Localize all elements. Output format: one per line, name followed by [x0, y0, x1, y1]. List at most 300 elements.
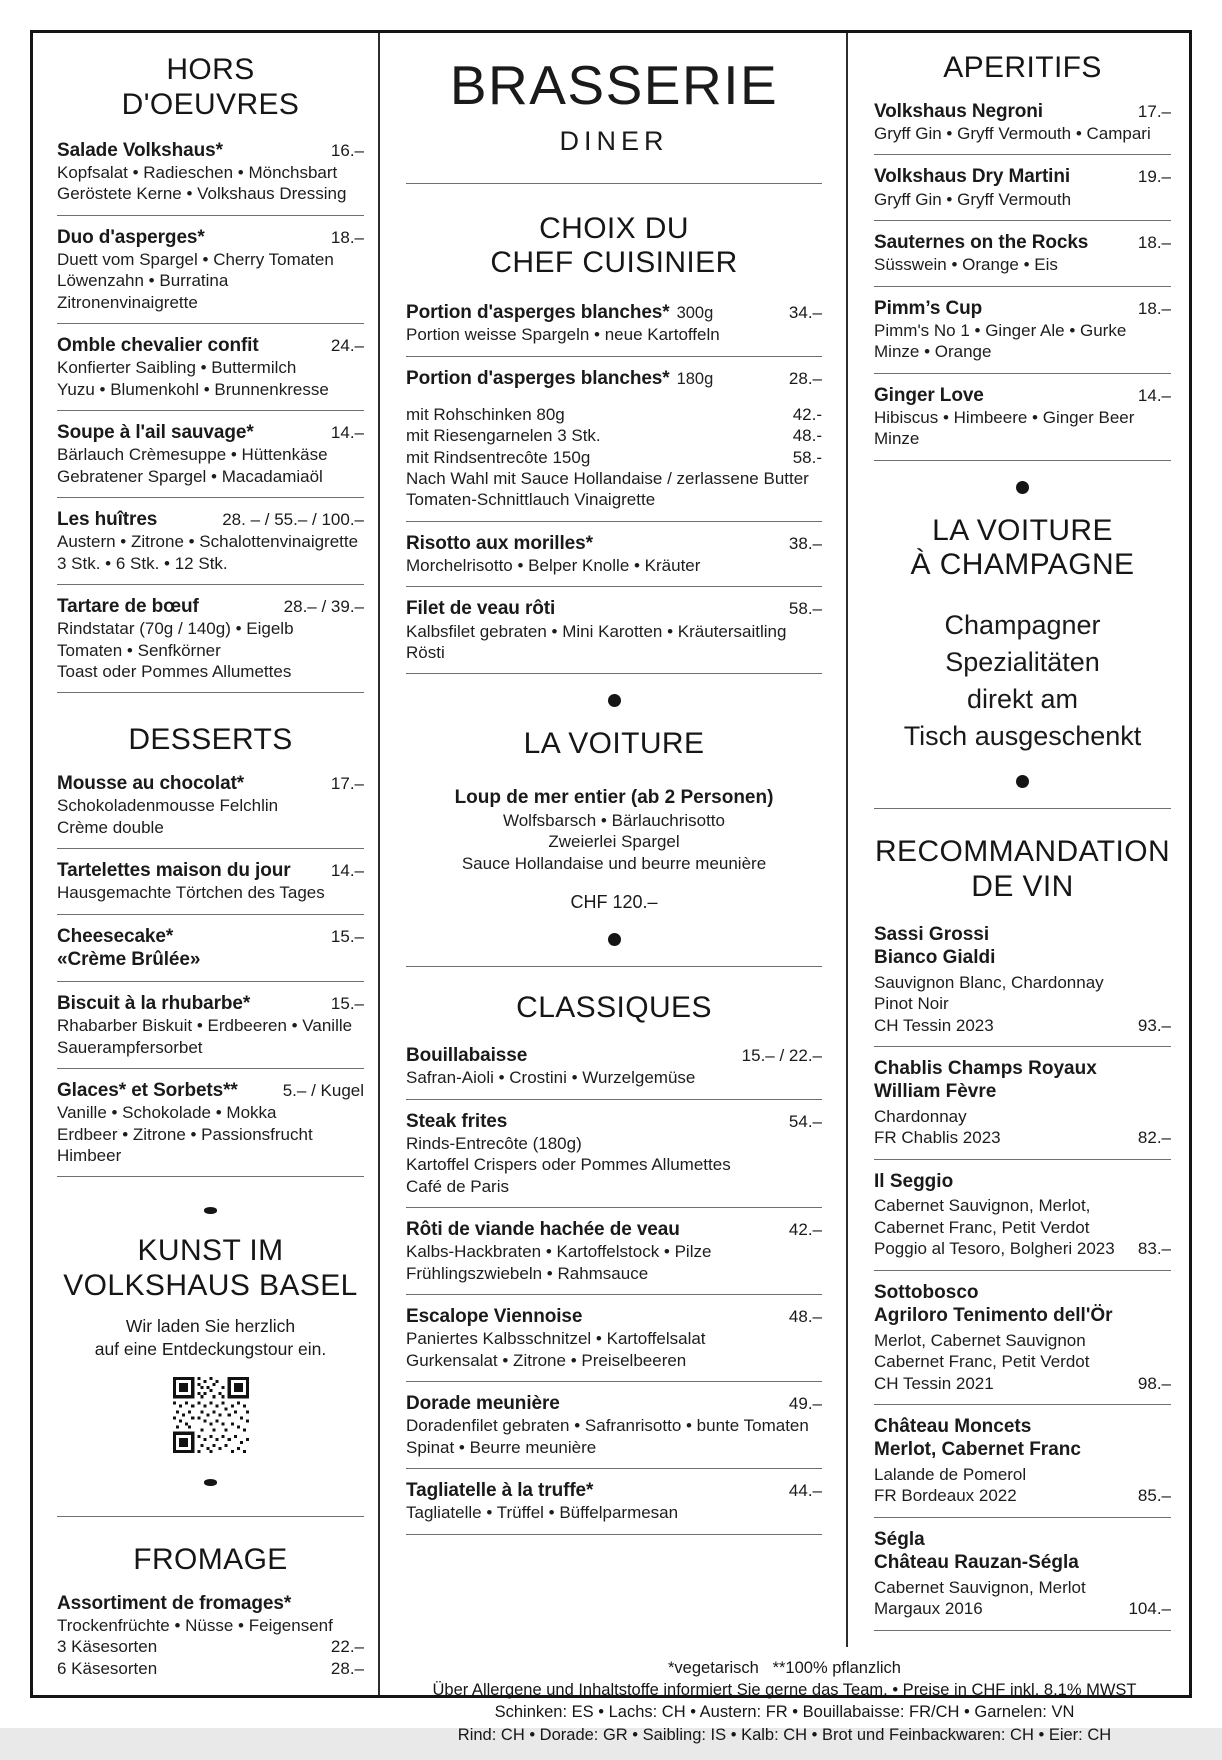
divider-rule: [874, 1404, 1171, 1405]
voiture-desc: Zweierlei Spargel: [548, 832, 680, 852]
menu-item-asperges-300g: [406, 301, 822, 346]
center-column: [380, 33, 848, 1647]
menu-item-les-huitres: [57, 508, 364, 574]
item-desc: Geröstete Kerne • Volkshaus Dressing: [57, 184, 347, 204]
divider-rule: [874, 460, 1171, 461]
item-price: 54.–: [788, 1111, 822, 1131]
menu-item-soupe-ail-sauvage: [57, 421, 364, 487]
item-price: 5.– / Kugel: [282, 1081, 364, 1100]
item-desc: Süsswein • Orange • Eis: [874, 255, 1058, 275]
item-header: [874, 165, 1171, 188]
divider-rule: [874, 1270, 1171, 1271]
menu-item-duo-dasperges: [57, 226, 364, 313]
item-desc: Gryff Gin • Gryff Vermouth: [874, 189, 1072, 209]
item-desc: Kalbsfilet gebraten • Mini Karotten • Kräutersaitling: [406, 621, 787, 641]
item-desc: Duett vom Spargel • Cherry Tomaten: [57, 249, 334, 269]
divider-rule: [57, 848, 364, 849]
la-voiture-block: [406, 786, 822, 913]
item-header: [57, 595, 364, 618]
item-name: Escalope Viennoise: [406, 1305, 583, 1327]
wine-name: Ségla: [874, 1528, 925, 1550]
item-name: Les huîtres: [57, 508, 158, 530]
fromage-option-row: [57, 1636, 364, 1657]
item-price: 15.– / 22.–: [741, 1046, 822, 1065]
item-desc: Löwenzahn • Burratina: [57, 271, 229, 291]
wine-price: 98.–: [1137, 1373, 1171, 1393]
menu-item-steak-frites: [406, 1110, 822, 1197]
wine-grapes: Chardonnay: [874, 1107, 967, 1127]
divider-rule: [406, 183, 822, 184]
section-title-voiture-champagne: [874, 514, 1171, 584]
wine-origin-row: [874, 1598, 1171, 1619]
addon-label: mit Riesengarnelen 3 Stk.: [406, 426, 601, 446]
footer-line: Rind: CH • Dorade: GR • Saibling: IS • Kalb: CH • Brot und Feinbackwaren: CH • Eier: CH: [457, 1725, 1112, 1744]
item-header: [57, 508, 364, 531]
item-desc: Toast oder Pommes Allumettes: [57, 661, 292, 681]
item-header: [874, 100, 1171, 123]
wine-grapes: Cabernet Sauvignon, Merlot: [874, 1577, 1086, 1597]
wine-grapes: Merlot, Cabernet Sauvignon: [874, 1330, 1086, 1350]
item-price: 44.–: [788, 1480, 822, 1500]
item-desc: Vanille • Schokolade • Mokka: [57, 1103, 277, 1123]
item-header: [406, 1218, 822, 1241]
wine-price: 83.–: [1137, 1239, 1171, 1259]
item-desc: Gurkensalat • Zitrone • Preiselbeeren: [406, 1350, 687, 1370]
item-desc: Zitronenvinaigrette: [57, 292, 198, 312]
item-name: Glaces* et Sorbets**: [57, 1080, 238, 1101]
item-price: 28.– / 39.–: [283, 596, 364, 616]
item-desc: Hibiscus • Himbeere • Ginger Beer: [874, 407, 1135, 427]
wine-origin-row: [874, 1238, 1171, 1259]
item-name: Ginger Love: [874, 384, 984, 406]
item-header: [406, 301, 822, 324]
section-title-desserts: DESSERTS: [128, 723, 293, 757]
item-desc: Kalbs-Hackbraten • Kartoffelstock • Pilze: [406, 1242, 712, 1262]
item-header: [406, 597, 822, 620]
item-price: 24.–: [330, 335, 364, 355]
dot-separator: [608, 694, 621, 707]
item-price: 48.–: [788, 1306, 822, 1326]
wine-name: William Fèvre: [874, 1081, 997, 1103]
item-desc: Doradenfilet gebraten • Safranrisotto • bunte Tomaten: [406, 1416, 809, 1436]
item-desc: Bärlauch Crèmesuppe • Hüttenkäse: [57, 445, 328, 465]
item-name: Portion d'asperges blanches*: [406, 302, 670, 324]
kunst-invite-line: auf eine Entdeckungstour ein.: [94, 1339, 327, 1360]
wine-name: Agriloro Tenimento dell'Ör: [874, 1305, 1113, 1327]
divider-rule: [57, 914, 364, 915]
section-title-line: DE VIN: [971, 869, 1074, 903]
item-name: Tartare de bœuf: [57, 595, 199, 617]
item-name: Filet de veau rôti: [406, 598, 556, 620]
wine-item-segla: [874, 1528, 1171, 1620]
wine-grapes: Cabernet Franc, Petit Verdot: [874, 1352, 1090, 1372]
wine-body: [874, 972, 1171, 1036]
wine-body: [874, 1195, 1171, 1259]
champagne-text-line: direkt am: [966, 684, 1079, 715]
item-price: 18.–: [330, 227, 364, 247]
item-price: 18.–: [1137, 232, 1171, 252]
item-name: Volkshaus Negroni: [874, 100, 1043, 122]
item-price: 18.–: [1137, 298, 1171, 318]
dot-separator: [1016, 481, 1029, 494]
center-right-columns: [380, 33, 1189, 1647]
wine-grapes: Cabernet Franc, Petit Verdot: [874, 1217, 1090, 1237]
divider-rule: [57, 584, 364, 585]
section-title-line: LA VOITURE: [932, 513, 1113, 547]
champagne-text-line: Tisch ausgeschenkt: [903, 721, 1142, 752]
section-title-line: CHEF CUISINIER: [490, 246, 738, 280]
item-price: 16.–: [330, 140, 364, 160]
champagne-text-line: Spezialitäten: [945, 647, 1100, 678]
section-title-kunst: [57, 1234, 364, 1304]
item-header: [57, 334, 364, 357]
champagne-text-line: Champagner: [944, 610, 1101, 641]
divider-rule: [57, 215, 364, 216]
section-title-recommandation-de-vin: [874, 835, 1171, 905]
right-column: [848, 33, 1189, 1647]
menu-item-glaces-sorbets: [57, 1079, 364, 1166]
menu-item-dry-martini: [874, 165, 1171, 210]
voiture-desc: Wolfsbarsch • Bärlauchrisotto: [502, 810, 725, 830]
item-note: Nach Wahl mit Sauce Hollandaise / zerlassene Butter: [406, 469, 809, 489]
left-column: [33, 33, 380, 1695]
item-header: [57, 1592, 364, 1615]
section-title-line: CHOIX DU: [539, 211, 689, 245]
item-name: Sauternes on the Rocks: [874, 231, 1089, 253]
item-desc: Gryff Gin • Gryff Vermouth • Campari: [874, 123, 1151, 143]
addon-row: [406, 425, 822, 446]
item-desc: Sauerampfersorbet: [57, 1037, 203, 1057]
section-title-line: KUNST IM: [137, 1233, 284, 1267]
champagne-text: [874, 607, 1171, 755]
item-header: [406, 1305, 822, 1328]
wine-origin: FR Bordeaux 2022: [874, 1486, 1017, 1506]
allergen-footer: [380, 1647, 1189, 1760]
wine-item-il-seggio: [874, 1170, 1171, 1260]
addon-price: 58.-: [792, 447, 822, 467]
divider-rule: [406, 521, 822, 522]
item-notes: [406, 468, 822, 511]
item-desc: Spinat • Beurre meunière: [406, 1437, 597, 1457]
footer-line: *vegetarisch **100% pflanzlich: [668, 1658, 901, 1677]
item-desc: Gebratener Spargel • Macadamiaöl: [57, 466, 323, 486]
wine-price: 104.–: [1128, 1599, 1171, 1619]
item-header: [57, 139, 364, 162]
section-title-line: D'OEUVRES: [121, 87, 300, 121]
wine-item-sottobosco: [874, 1281, 1171, 1394]
item-name: Dorade meunière: [406, 1392, 560, 1414]
divider-rule: [874, 286, 1171, 287]
brand-title: BRASSERIE: [449, 54, 779, 116]
menu-item-dorade-meuniere: [406, 1392, 822, 1458]
section-title-line: RECOMMANDATION: [874, 835, 1171, 869]
item-header: [406, 1479, 822, 1502]
fromage-option-price: 28.–: [330, 1658, 364, 1678]
footer-line: Schinken: ES • Lachs: CH • Austern: FR • Bouillabaisse: FR/CH • Garnelen: VN: [494, 1703, 1075, 1722]
item-desc: Yuzu • Blumenkohl • Brunnenkresse: [57, 379, 329, 399]
section-title-line: VOLKSHAUS BASEL: [63, 1268, 358, 1302]
divider-rule: [57, 1068, 364, 1069]
item-header: [874, 231, 1171, 254]
item-name: Pimm’s Cup: [874, 297, 983, 319]
item-name: Steak frites: [406, 1110, 508, 1132]
divider-rule: [874, 1630, 1171, 1631]
divider-rule: [874, 1517, 1171, 1518]
wine-origin-row: [874, 1015, 1171, 1036]
section-title-line: HORS: [166, 53, 255, 86]
addon-price: 48.-: [792, 426, 822, 446]
menu-item-pimms-cup: [874, 297, 1171, 363]
wine-price: 93.–: [1137, 1015, 1171, 1035]
wine-item-chateau-moncets: [874, 1415, 1171, 1507]
item-header: [406, 367, 822, 390]
wine-body: [874, 1464, 1171, 1507]
voiture-price: CHF 120.–: [570, 892, 658, 913]
menu-item-fromages: [57, 1592, 364, 1679]
item-price: 14.–: [330, 422, 364, 442]
item-desc: Rösti: [406, 643, 445, 663]
item-desc: Tomaten • Senfkörner: [57, 640, 221, 660]
item-addons: [406, 404, 822, 468]
wine-name: Château Rauzan-Ségla: [874, 1552, 1079, 1574]
dot-separator: [204, 1479, 217, 1485]
section-title-aperitifs: APERITIFS: [943, 51, 1102, 84]
item-header: [874, 384, 1171, 407]
item-note: Tomaten-Schnittlauch Vinaigrette: [406, 490, 656, 510]
item-desc: Hausgemachte Törtchen des Tages: [57, 883, 325, 903]
item-desc: Kopfsalat • Radieschen • Mönchsbart: [57, 162, 338, 182]
addon-label: mit Rohschinken 80g: [406, 404, 565, 424]
item-header: [57, 421, 364, 444]
item-price: 19.–: [1137, 167, 1171, 187]
wine-name: Chablis Champs Royaux: [874, 1057, 1097, 1079]
dot-separator: [608, 933, 621, 946]
divider-rule: [406, 1534, 822, 1535]
item-desc: Schokoladenmousse Felchlin: [57, 796, 279, 816]
dot-separator: [1016, 775, 1029, 788]
item-name: Volkshaus Dry Martini: [874, 166, 1071, 188]
item-desc: Morchelrisotto • Belper Knolle • Kräuter: [406, 556, 701, 576]
item-desc: Himbeer: [57, 1145, 122, 1165]
wine-origin-row: [874, 1373, 1171, 1394]
section-title-choix-du-chef: [406, 212, 822, 282]
voiture-dish-name: Loup de mer entier (ab 2 Personen): [454, 787, 774, 809]
divider-rule: [874, 808, 1171, 809]
item-price: 15.–: [330, 994, 364, 1014]
divider-rule: [874, 373, 1171, 374]
wine-body: [874, 1330, 1171, 1394]
menu-item-filet-de-veau: [406, 597, 822, 663]
menu-item-omble-chevalier: [57, 334, 364, 400]
item-desc: Paniertes Kalbsschnitzel • Kartoffelsalat: [406, 1329, 706, 1349]
item-price: 14.–: [1137, 385, 1171, 405]
menu-item-asperges-180g: [406, 367, 822, 511]
divider-rule: [57, 692, 364, 693]
menu-item-bouillabaisse: [406, 1044, 822, 1089]
item-price: 14.–: [330, 861, 364, 881]
item-desc: Trockenfrüchte • Nüsse • Feigensenf: [57, 1615, 333, 1635]
divider-rule: [57, 323, 364, 324]
item-header: [57, 992, 364, 1015]
item-name: Bouillabaisse: [406, 1045, 528, 1066]
wine-name: Sassi Grossi: [874, 923, 990, 945]
item-name: Mousse au chocolat*: [57, 773, 245, 795]
divider-rule: [406, 673, 822, 674]
wine-item-sassi-grossi: [874, 923, 1171, 1036]
item-name: Omble chevalier confit: [57, 334, 259, 356]
section-title-fromage: FROMAGE: [133, 1542, 288, 1576]
item-name-line2: «Crème Brûlée»: [57, 948, 201, 970]
footer-line: Über Allergene und Inhaltstoffe informiert Sie gerne das Team. • Preise in CHF inkl. 8.1% MWST: [432, 1681, 1137, 1699]
divider-rule: [406, 1381, 822, 1382]
item-price: 15.–: [330, 926, 364, 946]
kunst-invite-text: [57, 1315, 364, 1361]
item-desc: Konfierter Saibling • Buttermilch: [57, 358, 297, 378]
wine-origin: CH Tessin 2021: [874, 1373, 994, 1393]
addon-row: [406, 447, 822, 468]
wine-price: 82.–: [1137, 1128, 1171, 1148]
item-price: 49.–: [788, 1393, 822, 1413]
divider-rule: [57, 410, 364, 411]
item-desc: Minze • Orange: [874, 342, 992, 362]
wine-origin: Poggio al Tesoro, Bolgheri 2023: [874, 1239, 1115, 1259]
wine-body: [874, 1577, 1171, 1620]
divider-rule: [406, 1294, 822, 1295]
item-name: Soupe à l'ail sauvage*: [57, 421, 254, 443]
divider-rule: [406, 1099, 822, 1100]
item-header: [406, 1392, 822, 1415]
item-desc: Rindstatar (70g / 140g) • Eigelb: [57, 619, 294, 639]
item-desc: Kartoffel Crispers oder Pommes Allumettes: [406, 1155, 731, 1175]
item-name: Assortiment de fromages*: [57, 1592, 292, 1614]
item-name: Tagliatelle à la truffe*: [406, 1479, 594, 1501]
item-weight: 180g: [676, 369, 714, 388]
menu-item-salade-volkshaus: [57, 139, 364, 205]
item-desc: Rhabarber Biskuit • Erdbeeren • Vanille: [57, 1016, 353, 1036]
wine-body: [874, 1106, 1171, 1149]
dot-separator: [204, 1207, 217, 1213]
menu-item-tartelettes: [57, 859, 364, 904]
wine-item-chablis: [874, 1057, 1171, 1149]
item-desc: Crème double: [57, 817, 164, 837]
item-header: [57, 1079, 364, 1102]
item-desc: Austern • Zitrone • Schalottenvinaigrette: [57, 532, 359, 552]
voiture-desc: Sauce Hollandaise und beurre meunière: [461, 853, 767, 873]
wine-grapes: Lalande de Pomerol: [874, 1465, 1027, 1485]
item-price: 42.–: [788, 1219, 822, 1239]
menu-item-risotto-morilles: [406, 532, 822, 577]
fromage-option-label: 3 Käsesorten: [57, 1637, 158, 1657]
menu-item-ginger-love: [874, 384, 1171, 450]
divider-rule: [874, 220, 1171, 221]
menu-item-volkshaus-negroni: [874, 100, 1171, 145]
item-desc: Rinds-Entrecôte (180g): [406, 1133, 582, 1153]
wine-price: 85.–: [1137, 1486, 1171, 1506]
item-price: 17.–: [330, 774, 364, 794]
item-name: Tartelettes maison du jour: [57, 860, 291, 882]
wine-name: Il Seggio: [874, 1170, 954, 1192]
item-desc: Tagliatelle • Trüffel • Büffelparmesan: [406, 1503, 679, 1523]
item-price: 28. – / 55.– / 100.–: [222, 509, 364, 529]
wine-origin-row: [874, 1127, 1171, 1148]
item-name: Cheesecake*: [57, 925, 174, 947]
fromage-option-label: 6 Käsesorten: [57, 1658, 158, 1678]
addon-label: mit Rindsentrecôte 150g: [406, 447, 591, 467]
addon-row: [406, 404, 822, 425]
section-title-la-voiture: LA VOITURE: [523, 727, 705, 761]
item-weight: 300g: [676, 304, 714, 323]
wine-name: Bianco Gialdi: [874, 947, 996, 969]
menu-item-escalope-viennoise: [406, 1305, 822, 1371]
item-desc: Safran-Aioli • Crostini • Wurzelgemüse: [406, 1068, 696, 1088]
item-name: Rôti de viande hachée de veau: [406, 1218, 680, 1240]
fromage-option-row: [57, 1658, 364, 1679]
qr-code: [173, 1377, 249, 1453]
item-price: 34.–: [788, 303, 822, 323]
item-name: Risotto aux morilles*: [406, 532, 593, 554]
addon-price: 42.-: [792, 404, 822, 424]
menu-item-tartare-de-boeuf: [57, 595, 364, 682]
section-title-hors-doeuvres: [57, 53, 364, 123]
item-desc: Café de Paris: [406, 1176, 509, 1196]
item-header: [406, 1110, 822, 1133]
divider-rule: [57, 981, 364, 982]
item-price: 38.–: [788, 533, 822, 553]
item-name: Salade Volkshaus*: [57, 139, 223, 161]
menu-item-cheesecake: [57, 925, 364, 971]
item-name: Biscuit à la rhubarbe*: [57, 993, 251, 1015]
section-title-line: À CHAMPAGNE: [910, 548, 1135, 582]
item-price: 58.–: [788, 599, 822, 619]
wine-origin: CH Tessin 2023: [874, 1015, 994, 1035]
wine-origin: Margaux 2016: [874, 1599, 983, 1619]
item-desc: 3 Stk. • 6 Stk. • 12 Stk.: [57, 553, 228, 573]
wine-grapes: Sauvignon Blanc, Chardonnay: [874, 972, 1104, 992]
item-header: [406, 532, 822, 555]
menu-item-mousse-au-chocolat: [57, 772, 364, 838]
item-price: 17.–: [1137, 101, 1171, 121]
item-name-group: [406, 301, 713, 324]
item-desc: Erdbeer • Zitrone • Passionsfrucht: [57, 1124, 313, 1144]
divider-rule: [57, 497, 364, 498]
divider-rule: [406, 356, 822, 357]
wine-name: Merlot, Cabernet Franc: [874, 1439, 1081, 1461]
main-area: [380, 33, 1189, 1744]
item-price: 28.–: [788, 368, 822, 388]
item-header: [406, 1044, 822, 1067]
divider-rule: [874, 1046, 1171, 1047]
menu-item-tagliatelle-truffe: [406, 1479, 822, 1524]
kunst-invite-line: Wir laden Sie herzlich: [125, 1316, 296, 1337]
wine-grapes: Pinot Noir: [874, 994, 949, 1014]
divider-rule: [874, 154, 1171, 155]
wine-name: Sottobosco: [874, 1281, 979, 1303]
item-header: [57, 226, 364, 249]
menu-item-sauternes: [874, 231, 1171, 276]
divider-rule: [57, 1176, 364, 1177]
fromage-option-price: 22.–: [330, 1637, 364, 1657]
wine-origin: FR Chablis 2023: [874, 1128, 1001, 1148]
item-header: [57, 772, 364, 795]
item-name: Duo d'asperges*: [57, 226, 205, 248]
menu-frame: [30, 30, 1192, 1744]
item-name: Portion d'asperges blanches*: [406, 367, 670, 389]
item-header: [57, 925, 364, 948]
item-desc: Minze: [874, 429, 920, 449]
divider-rule: [406, 966, 822, 967]
brand-subtitle: DINER: [559, 125, 669, 156]
item-name-group: [406, 367, 713, 390]
